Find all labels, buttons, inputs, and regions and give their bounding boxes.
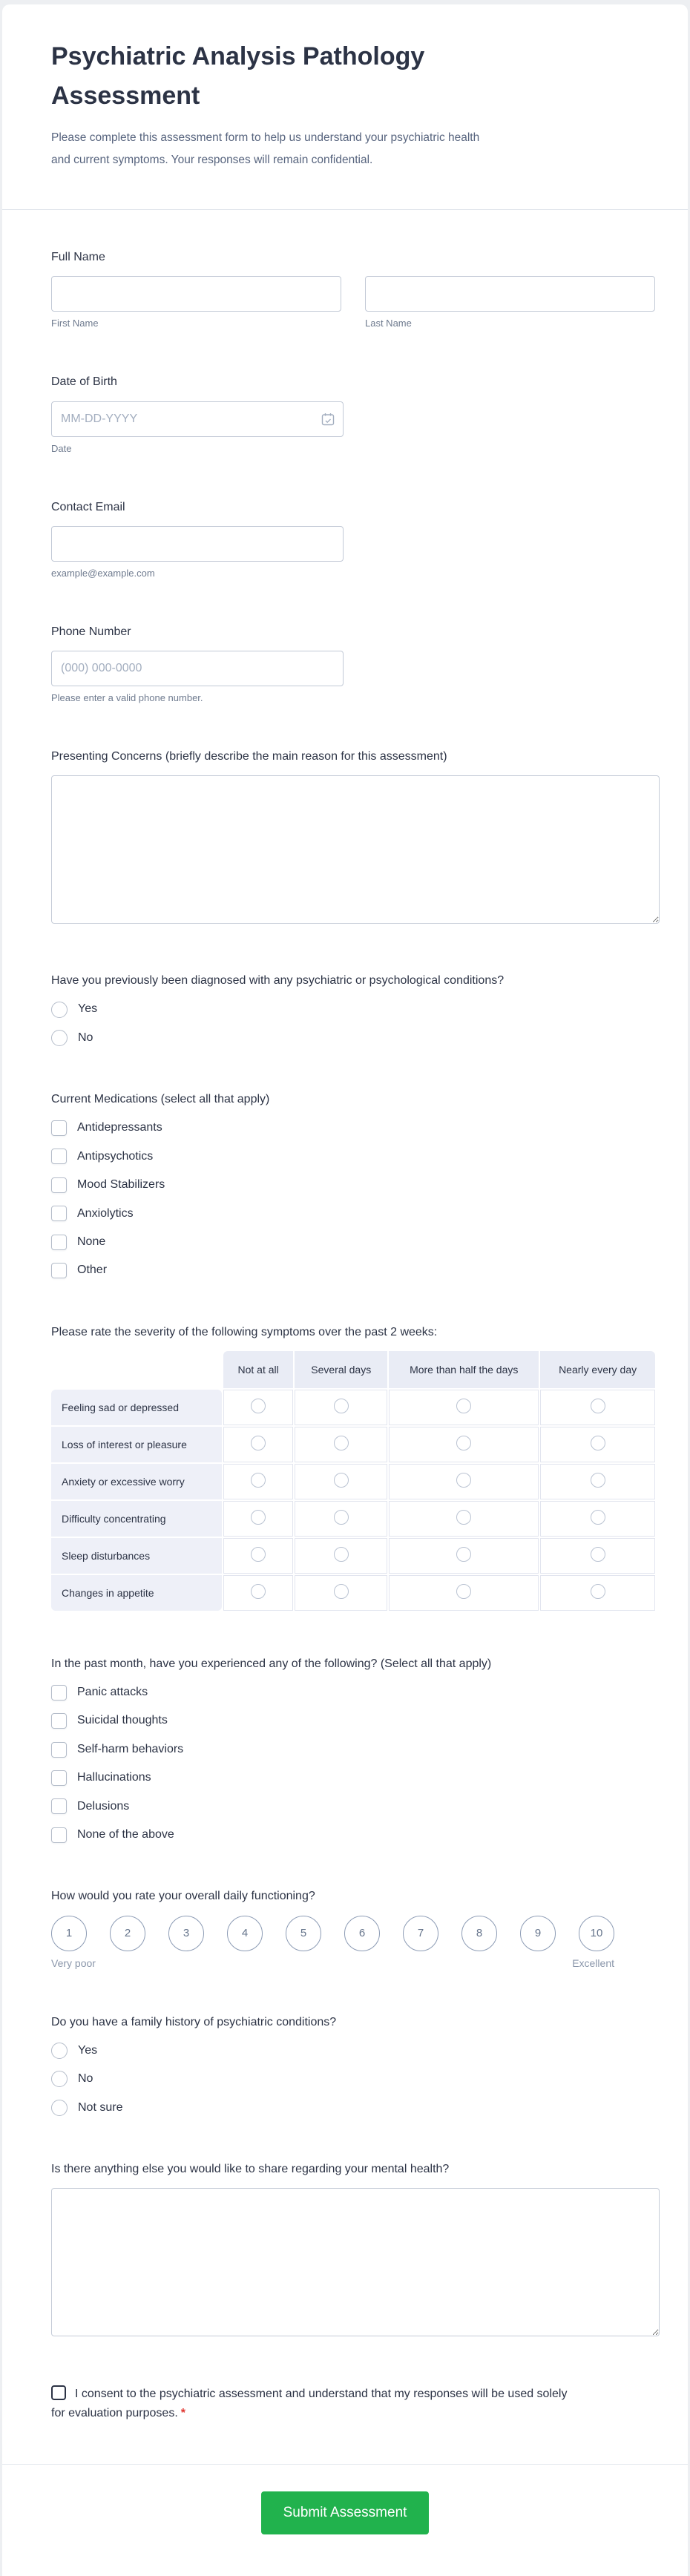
matrix-cell <box>223 1575 293 1611</box>
phone-label: Phone Number <box>51 625 131 638</box>
matrix-radio-r4c3[interactable] <box>456 1510 471 1525</box>
checkbox-icon[interactable] <box>51 1206 67 1221</box>
consent-row[interactable] <box>51 2385 571 2422</box>
matrix-cell <box>540 1538 655 1574</box>
scale-option-6[interactable]: 6 <box>344 1916 380 1951</box>
matrix-radio-r1c2[interactable] <box>334 1399 349 1413</box>
checkbox-icon[interactable] <box>51 1120 67 1136</box>
form-description: Please complete this assessment form to help us understand your psychiatric health and current symptoms. Your responses will remain confidential. <box>51 131 480 166</box>
dob-label: Date of Birth <box>51 375 117 389</box>
matrix-radio-r3c2[interactable] <box>334 1473 349 1488</box>
past-month-option-suicidal-thoughts[interactable] <box>51 1712 655 1729</box>
medications-option-other[interactable] <box>51 1262 655 1278</box>
option-label: Panic attacks <box>77 1686 148 1699</box>
scale-option-10[interactable]: 10 <box>579 1916 614 1951</box>
option-label: Suicidal thoughts <box>77 1714 168 1727</box>
matrix-radio-r2c3[interactable] <box>456 1436 471 1450</box>
checkbox-icon[interactable] <box>51 1235 67 1250</box>
matrix-cell <box>540 1575 655 1611</box>
matrix-radio-r2c2[interactable] <box>334 1436 349 1450</box>
scale-option-4[interactable]: 4 <box>227 1916 263 1951</box>
checkbox-icon[interactable] <box>51 1827 67 1843</box>
option-label: Anxiolytics <box>77 1206 134 1220</box>
checkbox-icon[interactable] <box>51 1685 67 1701</box>
question-phone <box>51 623 655 703</box>
form-header <box>51 37 655 171</box>
submit-button[interactable]: Submit Assessment <box>261 2491 430 2534</box>
diagnosed-option-yes[interactable] <box>51 1001 655 1017</box>
full-name-label: Full Name <box>51 251 105 264</box>
question-concerns <box>51 748 655 927</box>
matrix-row <box>51 1427 655 1462</box>
phone-input[interactable] <box>51 651 344 686</box>
radio-icon[interactable] <box>51 2100 68 2116</box>
email-sublabel: example@example.com <box>51 567 155 579</box>
severity-matrix-table <box>50 1350 657 1612</box>
option-label: Yes <box>78 1002 98 1016</box>
matrix-radio-r4c4[interactable] <box>591 1510 605 1525</box>
matrix-cell <box>295 1427 387 1462</box>
family-history-option-not-sure[interactable] <box>51 2100 655 2116</box>
form-title: Psychiatric Analysis Pathology Assessment <box>51 42 425 110</box>
matrix-cell <box>389 1464 539 1499</box>
matrix-row <box>51 1575 655 1611</box>
radio-icon[interactable] <box>51 2071 68 2087</box>
question-severity-matrix <box>51 1324 655 1612</box>
matrix-radio-r1c1[interactable] <box>251 1399 266 1413</box>
matrix-radio-r2c1[interactable] <box>251 1436 266 1450</box>
matrix-row-label: Feeling sad or depressed <box>51 1390 222 1425</box>
medications-option-none[interactable] <box>51 1234 655 1250</box>
first-name-input[interactable] <box>51 276 341 312</box>
scale-option-2[interactable]: 2 <box>110 1916 145 1951</box>
matrix-cell <box>295 1501 387 1537</box>
form-body <box>51 210 655 2422</box>
matrix-radio-r6c1[interactable] <box>251 1584 266 1599</box>
past-month-option-hallucinations[interactable] <box>51 1770 655 1786</box>
radio-icon[interactable] <box>51 1002 68 1018</box>
matrix-radio-r5c3[interactable] <box>456 1547 471 1562</box>
matrix-row <box>51 1390 655 1425</box>
question-diagnosed <box>51 972 655 1046</box>
question-dob <box>51 373 655 453</box>
matrix-radio-r2c4[interactable] <box>591 1436 605 1450</box>
question-anything-else <box>51 2161 655 2340</box>
matrix-cell <box>223 1538 293 1574</box>
matrix-cell <box>223 1427 293 1462</box>
matrix-radio-r6c2[interactable] <box>334 1584 349 1599</box>
name-grid <box>51 276 655 329</box>
matrix-label: Please rate the severity of the following symptoms over the past 2 weeks: <box>51 1325 438 1338</box>
option-label: None of the above <box>77 1828 174 1841</box>
matrix-radio-r1c3[interactable] <box>456 1399 471 1413</box>
matrix-cell <box>540 1390 655 1425</box>
medications-option-antipsychotics[interactable] <box>51 1149 655 1165</box>
matrix-row <box>51 1538 655 1574</box>
submit-area <box>51 2465 655 2576</box>
last-name-input[interactable] <box>365 276 655 312</box>
radio-icon[interactable] <box>51 1030 68 1046</box>
matrix-cell <box>540 1427 655 1462</box>
concerns-label: Presenting Concerns (briefly describe the main reason for this assessment) <box>51 750 447 763</box>
medications-option-anxiolytics[interactable] <box>51 1206 655 1222</box>
matrix-cell <box>389 1390 539 1425</box>
matrix-radio-r5c4[interactable] <box>591 1547 605 1562</box>
matrix-header-row <box>51 1351 655 1388</box>
checkbox-icon[interactable] <box>51 1770 67 1786</box>
matrix-row-label: Changes in appetite <box>51 1575 222 1611</box>
functioning-label: How would you rate your overall daily functioning? <box>51 1890 315 1903</box>
dob-input[interactable] <box>51 401 344 437</box>
matrix-cell <box>389 1538 539 1574</box>
matrix-radio-r3c4[interactable] <box>591 1473 605 1488</box>
matrix-cell <box>295 1538 387 1574</box>
scale-option-7[interactable]: 7 <box>403 1916 438 1951</box>
matrix-cell <box>223 1501 293 1537</box>
checkbox-icon[interactable] <box>51 1798 67 1814</box>
required-asterisk: * <box>180 2406 186 2419</box>
dob-input-wrap <box>51 401 344 437</box>
matrix-cell <box>389 1427 539 1462</box>
option-label: Delusions <box>77 1799 130 1813</box>
checkbox-icon[interactable] <box>51 1149 67 1164</box>
calendar-icon[interactable] <box>321 413 335 426</box>
past-month-option-delusions[interactable] <box>51 1798 655 1815</box>
checkbox-icon[interactable] <box>51 1177 67 1193</box>
matrix-row <box>51 1501 655 1537</box>
option-label: Not sure <box>78 2100 123 2114</box>
matrix-row-label: Sleep disturbances <box>51 1538 222 1574</box>
scale-min-label: Very poor <box>51 1956 96 1969</box>
option-label: No <box>78 2072 93 2086</box>
scale-option-9[interactable]: 9 <box>520 1916 556 1951</box>
past-month-option-none-of-the-above[interactable] <box>51 1827 655 1843</box>
matrix-cell <box>389 1575 539 1611</box>
option-label: Antipsychotics <box>77 1149 154 1163</box>
matrix-cell <box>223 1464 293 1499</box>
scale-option-3[interactable]: 3 <box>168 1916 204 1951</box>
matrix-cell <box>223 1390 293 1425</box>
radio-icon[interactable] <box>51 2043 68 2059</box>
question-medications <box>51 1091 655 1279</box>
matrix-radio-r3c3[interactable] <box>456 1473 471 1488</box>
matrix-radio-r1c4[interactable] <box>591 1399 605 1413</box>
option-label: Self-harm behaviors <box>77 1742 184 1755</box>
option-label: No <box>78 1031 93 1044</box>
option-label: Yes <box>78 2043 98 2057</box>
scale-option-8[interactable]: 8 <box>461 1916 497 1951</box>
concerns-textarea[interactable] <box>51 775 660 924</box>
scale-end-labels <box>51 1957 614 1969</box>
question-past-month <box>51 1655 655 1844</box>
last-name-sublabel: Last Name <box>365 318 412 329</box>
option-label: Other <box>77 1264 108 1277</box>
medications-option-antidepressants[interactable] <box>51 1120 655 1136</box>
matrix-row <box>51 1464 655 1499</box>
checkbox-icon[interactable] <box>51 1742 67 1758</box>
matrix-radio-r6c4[interactable] <box>591 1584 605 1599</box>
option-label: Hallucinations <box>77 1771 151 1784</box>
question-functioning <box>51 1887 655 1968</box>
matrix-radio-r3c1[interactable] <box>251 1473 266 1488</box>
past-month-label: In the past month, have you experienced any of the following? (Select all that apply) <box>51 1657 492 1670</box>
matrix-row-label: Difficulty concentrating <box>51 1501 222 1537</box>
dob-sublabel: Date <box>51 442 72 454</box>
matrix-col-header: Nearly every day <box>540 1351 655 1388</box>
question-full-name <box>51 249 655 329</box>
matrix-col-header: Not at all <box>223 1351 293 1388</box>
anything-else-label: Is there anything else you would like to share regarding your mental health? <box>51 2162 450 2175</box>
question-email <box>51 499 655 579</box>
family-history-label: Do you have a family history of psychiatric conditions? <box>51 2015 337 2028</box>
phone-sublabel: Please enter a valid phone number. <box>51 692 203 703</box>
form-card <box>2 4 688 2576</box>
matrix-cell <box>295 1575 387 1611</box>
scale-option-5[interactable]: 5 <box>286 1916 321 1951</box>
email-label: Contact Email <box>51 500 125 513</box>
scale-option-1[interactable]: 1 <box>51 1916 87 1951</box>
matrix-radio-r6c3[interactable] <box>456 1584 471 1599</box>
diagnosed-label: Have you previously been diagnosed with any psychiatric or psychological conditions? <box>51 974 505 988</box>
email-input[interactable] <box>51 526 344 562</box>
matrix-cell <box>540 1464 655 1499</box>
last-name-group <box>365 276 655 329</box>
matrix-radio-r4c2[interactable] <box>334 1510 349 1525</box>
checkbox-icon[interactable] <box>51 1263 67 1278</box>
medications-label: Current Medications (select all that apply) <box>51 1093 270 1106</box>
matrix-corner-cell <box>51 1351 222 1388</box>
consent-checkbox[interactable] <box>51 2385 66 2400</box>
matrix-cell <box>389 1501 539 1537</box>
first-name-group <box>51 276 341 329</box>
checkbox-icon[interactable] <box>51 1713 67 1729</box>
scale-max-label: Excellent <box>572 1956 614 1969</box>
matrix-radio-r5c1[interactable] <box>251 1547 266 1562</box>
matrix-radio-r5c2[interactable] <box>334 1547 349 1562</box>
anything-else-textarea[interactable] <box>51 2188 660 2336</box>
family-history-option-yes[interactable] <box>51 2043 655 2059</box>
medications-option-mood-stabilizers[interactable] <box>51 1177 655 1193</box>
functioning-scale <box>51 1916 614 1951</box>
past-month-option-panic-attacks[interactable] <box>51 1684 655 1701</box>
option-label: Antidepressants <box>77 1121 162 1134</box>
family-history-option-no[interactable] <box>51 2071 655 2087</box>
matrix-col-header: Several days <box>295 1351 387 1388</box>
option-label: Mood Stabilizers <box>77 1178 165 1192</box>
matrix-cell <box>295 1390 387 1425</box>
matrix-row-label: Anxiety or excessive worry <box>51 1464 222 1499</box>
consent-label: I consent to the psychiatric assessment and understand that my responses will be used solely for evaluation purposes. <box>51 2388 568 2419</box>
past-month-option-self-harm[interactable] <box>51 1741 655 1758</box>
matrix-row-label: Loss of interest or pleasure <box>51 1427 222 1462</box>
question-family-history <box>51 2014 655 2116</box>
option-label: None <box>77 1235 106 1248</box>
first-name-sublabel: First Name <box>51 318 99 329</box>
diagnosed-option-no[interactable] <box>51 1030 655 1046</box>
matrix-cell <box>540 1501 655 1537</box>
matrix-radio-r4c1[interactable] <box>251 1510 266 1525</box>
matrix-col-header: More than half the days <box>389 1351 539 1388</box>
matrix-cell <box>295 1464 387 1499</box>
